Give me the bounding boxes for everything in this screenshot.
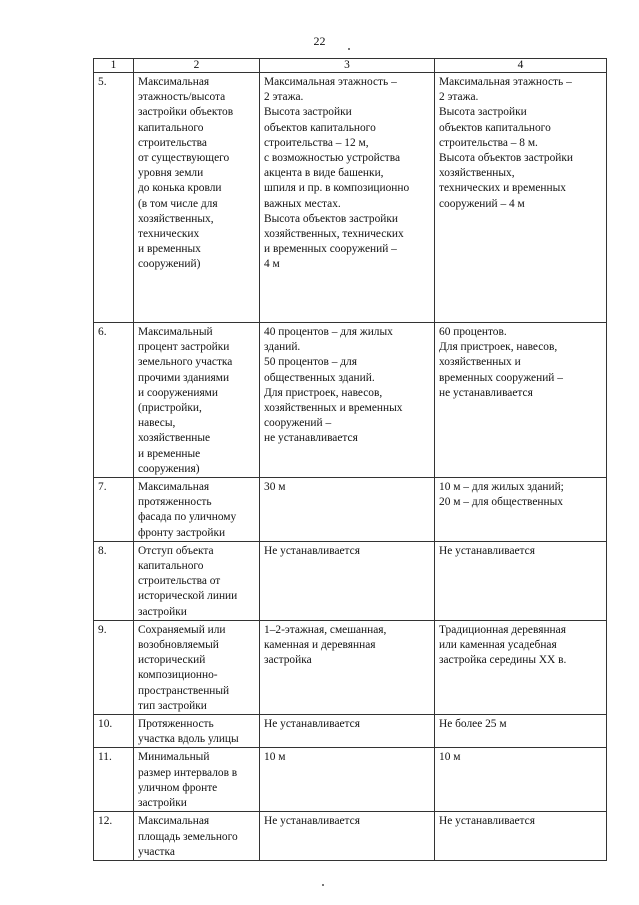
- header-cell: 2: [134, 59, 260, 73]
- cell-text-line: до конька кровли: [138, 182, 222, 195]
- cell-text-line: Не устанавливается: [264, 815, 360, 828]
- cell-text-line: Не устанавливается: [439, 544, 535, 557]
- regulations-table: [93, 58, 607, 861]
- cell-text-line: Не более 25 м: [439, 718, 507, 731]
- table-header-row: [94, 59, 607, 73]
- cell-text-line: сооружений –: [264, 417, 332, 430]
- cell-text-line: исторический: [138, 654, 206, 667]
- cell-text-line: зданий.: [264, 341, 301, 354]
- cell-text-line: временных сооружений –: [439, 371, 563, 384]
- cell-text-line: и временных сооружений –: [264, 243, 397, 256]
- header-cell: 3: [260, 59, 435, 73]
- cell-text-line: композиционно-: [138, 669, 218, 682]
- cell-text-line: шпиля и пр. в композиционно: [264, 182, 410, 195]
- table-row: [94, 478, 607, 542]
- cell-text-line: общественных зданий.: [264, 371, 375, 384]
- cell-text-line: 40 процентов – для жилых: [264, 326, 393, 338]
- cell-col2: [134, 812, 260, 861]
- cell-text-line: Не устанавливается: [264, 718, 360, 731]
- table-row: [94, 73, 607, 323]
- cell-text-line: не устанавливается: [264, 432, 358, 445]
- cell-text-line: 10 м: [439, 751, 461, 764]
- cell-col2: [134, 323, 260, 478]
- cell-col3: [260, 715, 435, 748]
- cell-text-line: хозяйственных и: [439, 356, 521, 369]
- cell-text-line: Высота застройки: [264, 106, 352, 119]
- cell-text-line: исторической линии: [138, 590, 238, 603]
- cell-text-line: Для пристроек, навесов,: [439, 341, 558, 354]
- cell-text-line: Минимальный: [138, 751, 210, 764]
- cell-text-line: хозяйственных,: [138, 212, 214, 225]
- cell-text-line: хозяйственных и временных: [264, 402, 403, 415]
- cell-text-line: тип застройки: [138, 699, 207, 712]
- cell-text-line: Не устанавливается: [439, 815, 535, 828]
- cell-text-line: строительства от: [138, 575, 221, 588]
- cell-text-line: сооружений): [138, 258, 201, 271]
- cell-text-line: возобновляемый: [138, 639, 219, 652]
- cell-text-line: 50 процентов – для: [264, 356, 357, 369]
- cell-text-line: и временные: [138, 447, 201, 460]
- cell-text-line: процент застройки: [138, 341, 230, 354]
- page-number: 22: [313, 34, 326, 48]
- cell-text-line: застройки объектов: [138, 106, 234, 119]
- cell-text-line: Традиционная деревянная: [439, 623, 566, 636]
- cell-text-line: строительства – 12 м,: [264, 136, 369, 149]
- cell-text-line: Максимальная: [138, 76, 210, 88]
- cell-col4: [435, 541, 607, 620]
- cell-text-line: протяженность: [138, 496, 212, 509]
- cell-text-line: технических: [138, 228, 200, 241]
- cell-text-line: технических и временных: [439, 182, 566, 195]
- cell-text-line: не устанавливается: [439, 386, 533, 399]
- cell-text-line: размер интервалов в: [138, 766, 238, 779]
- cell-col3: [260, 748, 435, 812]
- cell-text-line: участка: [138, 845, 175, 858]
- table-row: [94, 323, 607, 478]
- cell-col4: [435, 748, 607, 812]
- cell-text-line: Сохраняемый или: [138, 623, 226, 636]
- cell-text-line: этажность/высота: [138, 91, 226, 104]
- cell-col4: [435, 715, 607, 748]
- cell-text-line: фасада по уличному: [138, 511, 237, 524]
- table-row: [94, 715, 607, 748]
- cell-text-line: площадь земельного: [138, 830, 238, 843]
- cell-text-line: Протяженность: [138, 718, 214, 731]
- cell-text-line: Высота объектов застройки: [439, 152, 574, 165]
- cell-text-line: каменная и деревянная: [264, 639, 376, 652]
- cell-text-line: и временных: [138, 243, 201, 256]
- row-number: 10.: [94, 715, 134, 748]
- cell-text-line: Максимальная: [138, 481, 210, 494]
- cell-col4: [435, 620, 607, 714]
- cell-text-line: капитального: [138, 560, 204, 573]
- row-number: 11.: [94, 748, 134, 812]
- cell-text-line: Максимальная этажность –: [264, 76, 397, 88]
- row-number: 8.: [94, 541, 134, 620]
- cell-col3: [260, 323, 435, 478]
- cell-col4: [435, 812, 607, 861]
- cell-text-line: 1–2-этажная, смешанная,: [264, 623, 387, 636]
- row-number: 6.: [94, 323, 134, 478]
- cell-text-line: хозяйственных,: [439, 167, 515, 180]
- cell-text-line: пространственный: [138, 684, 230, 697]
- cell-text-line: 2 этажа.: [264, 91, 304, 104]
- cell-text-line: застройка: [264, 654, 312, 667]
- cell-text-line: или каменная усадебная: [439, 639, 557, 652]
- cell-col2: [134, 715, 260, 748]
- cell-text-line: застройка середины XX в.: [439, 654, 567, 667]
- cell-col3: [260, 620, 435, 714]
- cell-text-line: участка вдоль улицы: [138, 733, 239, 746]
- scan-speck: [348, 48, 350, 50]
- row-number: 7.: [94, 478, 134, 542]
- row-number: 5.: [94, 73, 134, 323]
- cell-col4: [435, 478, 607, 542]
- cell-text-line: строительства – 8 м.: [439, 136, 538, 149]
- cell-text-line: Высота застройки: [439, 106, 527, 119]
- table-body: [94, 73, 607, 861]
- cell-text-line: объектов капитального: [439, 121, 551, 134]
- cell-text-line: 4 м: [264, 258, 280, 271]
- cell-text-line: земельного участка: [138, 356, 233, 369]
- cell-col3: [260, 478, 435, 542]
- cell-text-line: застройки: [138, 797, 187, 810]
- table-row: [94, 620, 607, 714]
- cell-col3: [260, 541, 435, 620]
- cell-col3: [260, 73, 435, 323]
- cell-text-line: Отступ объекта: [138, 544, 214, 557]
- cell-text-line: 30 м: [264, 481, 286, 494]
- cell-text-line: хозяйственных, технических: [264, 228, 404, 241]
- cell-text-line: строительства: [138, 136, 207, 149]
- header-cell: 4: [435, 59, 607, 73]
- cell-text-line: (пристройки,: [138, 402, 202, 415]
- cell-col2: [134, 541, 260, 620]
- cell-text-line: Для пристроек, навесов,: [264, 386, 383, 399]
- cell-text-line: Высота объектов застройки: [264, 212, 399, 225]
- cell-text-line: сооружений – 4 м: [439, 197, 525, 210]
- cell-text-line: Максимальный: [138, 326, 213, 338]
- row-number: 9.: [94, 620, 134, 714]
- cell-col2: [134, 73, 260, 323]
- cell-col4: [435, 323, 607, 478]
- cell-text-line: с возможностью устройства: [264, 152, 401, 165]
- cell-text-line: уличном фронте: [138, 781, 218, 794]
- cell-text-line: от существующего: [138, 152, 230, 165]
- cell-col2: [134, 748, 260, 812]
- cell-text-line: навесы,: [138, 417, 176, 430]
- cell-col2: [134, 478, 260, 542]
- cell-col2: [134, 620, 260, 714]
- cell-text-line: уровня земли: [138, 167, 204, 180]
- cell-text-line: (в том числе для: [138, 197, 218, 210]
- cell-text-line: 10 м: [264, 751, 286, 764]
- table-row: [94, 748, 607, 812]
- cell-col4: [435, 73, 607, 323]
- cell-text-line: капитального: [138, 121, 204, 134]
- table-row: [94, 812, 607, 861]
- cell-text-line: и сооружениями: [138, 386, 218, 399]
- cell-text-line: Максимальная этажность –: [439, 76, 572, 88]
- cell-text-line: Максимальная: [138, 815, 210, 828]
- cell-col3: [260, 812, 435, 861]
- cell-text-line: объектов капитального: [264, 121, 376, 134]
- table-row: [94, 541, 607, 620]
- cell-text-line: застройки: [138, 605, 187, 618]
- header-cell: 1: [94, 59, 134, 73]
- cell-text-line: 20 м – для общественных: [439, 496, 563, 509]
- cell-text-line: важных местах.: [264, 197, 341, 210]
- cell-text-line: фронту застройки: [138, 526, 226, 539]
- cell-text-line: 10 м – для жилых зданий;: [439, 481, 564, 494]
- cell-text-line: 2 этажа.: [439, 91, 479, 104]
- cell-text-line: хозяйственные: [138, 432, 211, 445]
- cell-text-line: сооружения): [138, 462, 200, 475]
- scan-speck: [322, 884, 324, 886]
- cell-text-line: прочими зданиями: [138, 371, 230, 384]
- cell-text-line: 60 процентов.: [439, 326, 507, 338]
- cell-text-line: Не устанавливается: [264, 544, 360, 557]
- cell-text-line: акцента в виде башенки,: [264, 167, 384, 180]
- row-number: 12.: [94, 812, 134, 861]
